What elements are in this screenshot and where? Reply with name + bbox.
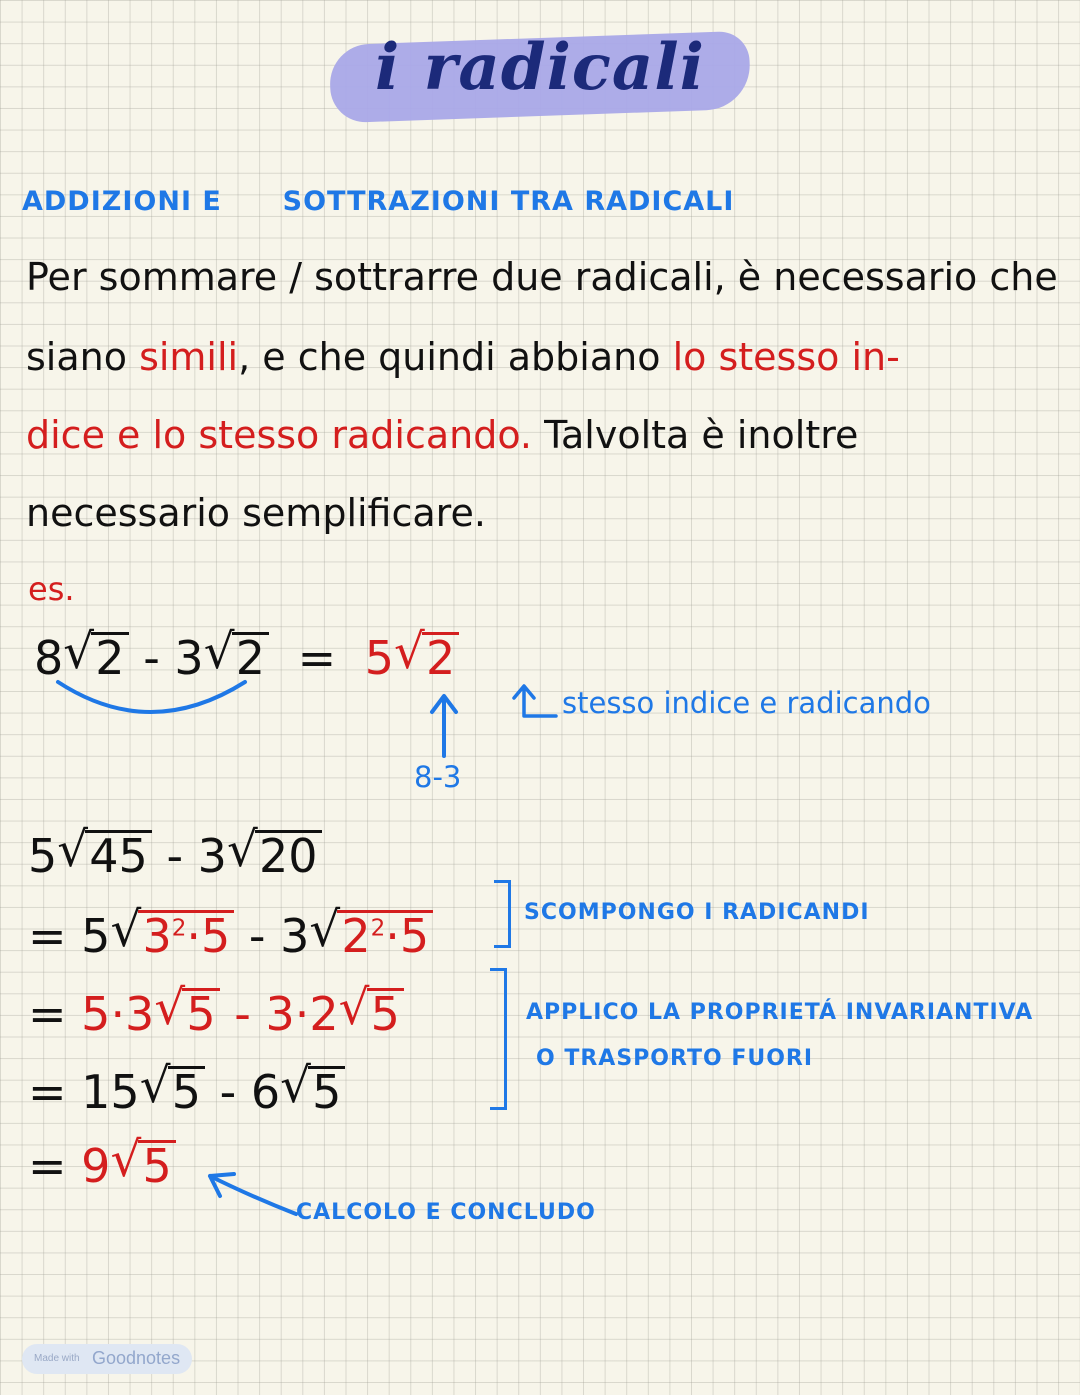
operator: - 3·2 [234,987,339,1041]
example2-line-3 [28,987,404,1041]
made-with-badge [22,1344,192,1374]
note-invariant-2: O TRASPORTO FUORI [536,1046,814,1071]
radicand: 5 [182,988,219,1037]
heading-part1: ADDIZIONI E [22,186,222,217]
radicand: 45 [85,830,152,879]
example2-line-2 [28,909,433,963]
root-sign [112,1139,175,1193]
root-sign [142,1065,205,1119]
paragraph-text: necessario semplificare. [26,491,486,535]
operator: - 3 [248,909,310,963]
root-sign [396,631,459,685]
highlighted-term: lo stesso in- [672,335,900,379]
result-coefficient: 5 [364,631,395,685]
note-decompose: SCOMPONGO I RADICANDI [524,900,870,925]
note-invariant-1: APPLICO LA PROPRIETÁ INVARIANTIVA [526,1000,1034,1025]
badge-brand-text: Goodnotes [92,1348,181,1368]
equals-sign: = [28,1139,67,1193]
bracket-step-1 [494,880,511,948]
exponent: 2 [370,915,386,942]
root-sign [311,909,433,963]
example1-note: stesso indice e radicando [562,686,931,720]
title-block [330,20,750,130]
paragraph-text: Talvolta è inoltre [532,413,859,457]
paragraph-text: , e che quindi abbiano [238,335,673,379]
root-sign [282,1065,345,1119]
radicand: 20 [255,830,322,879]
operator: - 6 [219,1065,281,1119]
paragraph-text: Per sommare / sottrarre due radicali, è necessario che [26,255,1058,299]
result-radicand: 2 [422,632,459,681]
equals-sign: = [297,631,337,685]
operator: - 3 [166,829,227,883]
hook-arrow-icon [510,682,560,722]
paragraph-line-1 [26,255,1058,299]
root-sign [112,909,234,963]
difference-label: 8-3 [414,760,462,794]
radicand: 5 [168,1066,205,1115]
paragraph-line-3 [26,413,859,457]
up-arrow-icon [424,690,464,760]
coefficient: 8 [34,631,64,685]
radicand: 5 [367,988,404,1037]
badge-small-text: Made with [34,1353,80,1364]
radicand: 5 [308,1066,345,1115]
section-heading [22,186,734,217]
paragraph-text: siano [26,335,140,379]
radicand: 2 [232,632,269,681]
heading-part2: SOTTRAZIONI TRA RADICALI [282,186,735,217]
paragraph-line-4 [26,491,486,535]
factored-radicand [138,909,234,963]
example-label: es. [28,570,75,608]
note-conclude: CALCOLO E CONCLUDO [296,1200,596,1225]
highlighted-term: dice e lo stesso radicando. [26,413,533,457]
connecting-arc [50,672,260,722]
highlighted-term: simili [139,335,239,379]
equals-coefficient: = 5 [28,909,111,963]
final-coefficient: 9 [81,1139,111,1193]
root-sign [229,829,322,883]
equals-sign: = [28,987,67,1041]
factor: ·5 [385,909,430,963]
equals-coefficient: = 15 [28,1065,140,1119]
radicand: 2 [91,632,128,681]
paragraph-line-2 [26,335,900,379]
factored-radicand [337,909,433,963]
base: 3 [142,909,172,963]
base: 2 [341,909,371,963]
example2-line-5 [28,1139,176,1193]
example2-line-4 [28,1065,345,1119]
page-title: i radicali [375,30,705,105]
example2-line-1 [28,829,322,883]
operator: - 3 [143,631,204,685]
factor: ·5 [186,909,231,963]
coefficient: 5·3 [81,987,155,1041]
final-radicand: 5 [138,1140,175,1189]
root-sign [341,987,404,1041]
pointer-arrow-icon [200,1166,300,1226]
bracket-step-2 [490,968,507,1110]
exponent: 2 [171,915,187,942]
root-sign [59,829,152,883]
coefficient: 5 [28,829,58,883]
root-sign [156,987,219,1041]
